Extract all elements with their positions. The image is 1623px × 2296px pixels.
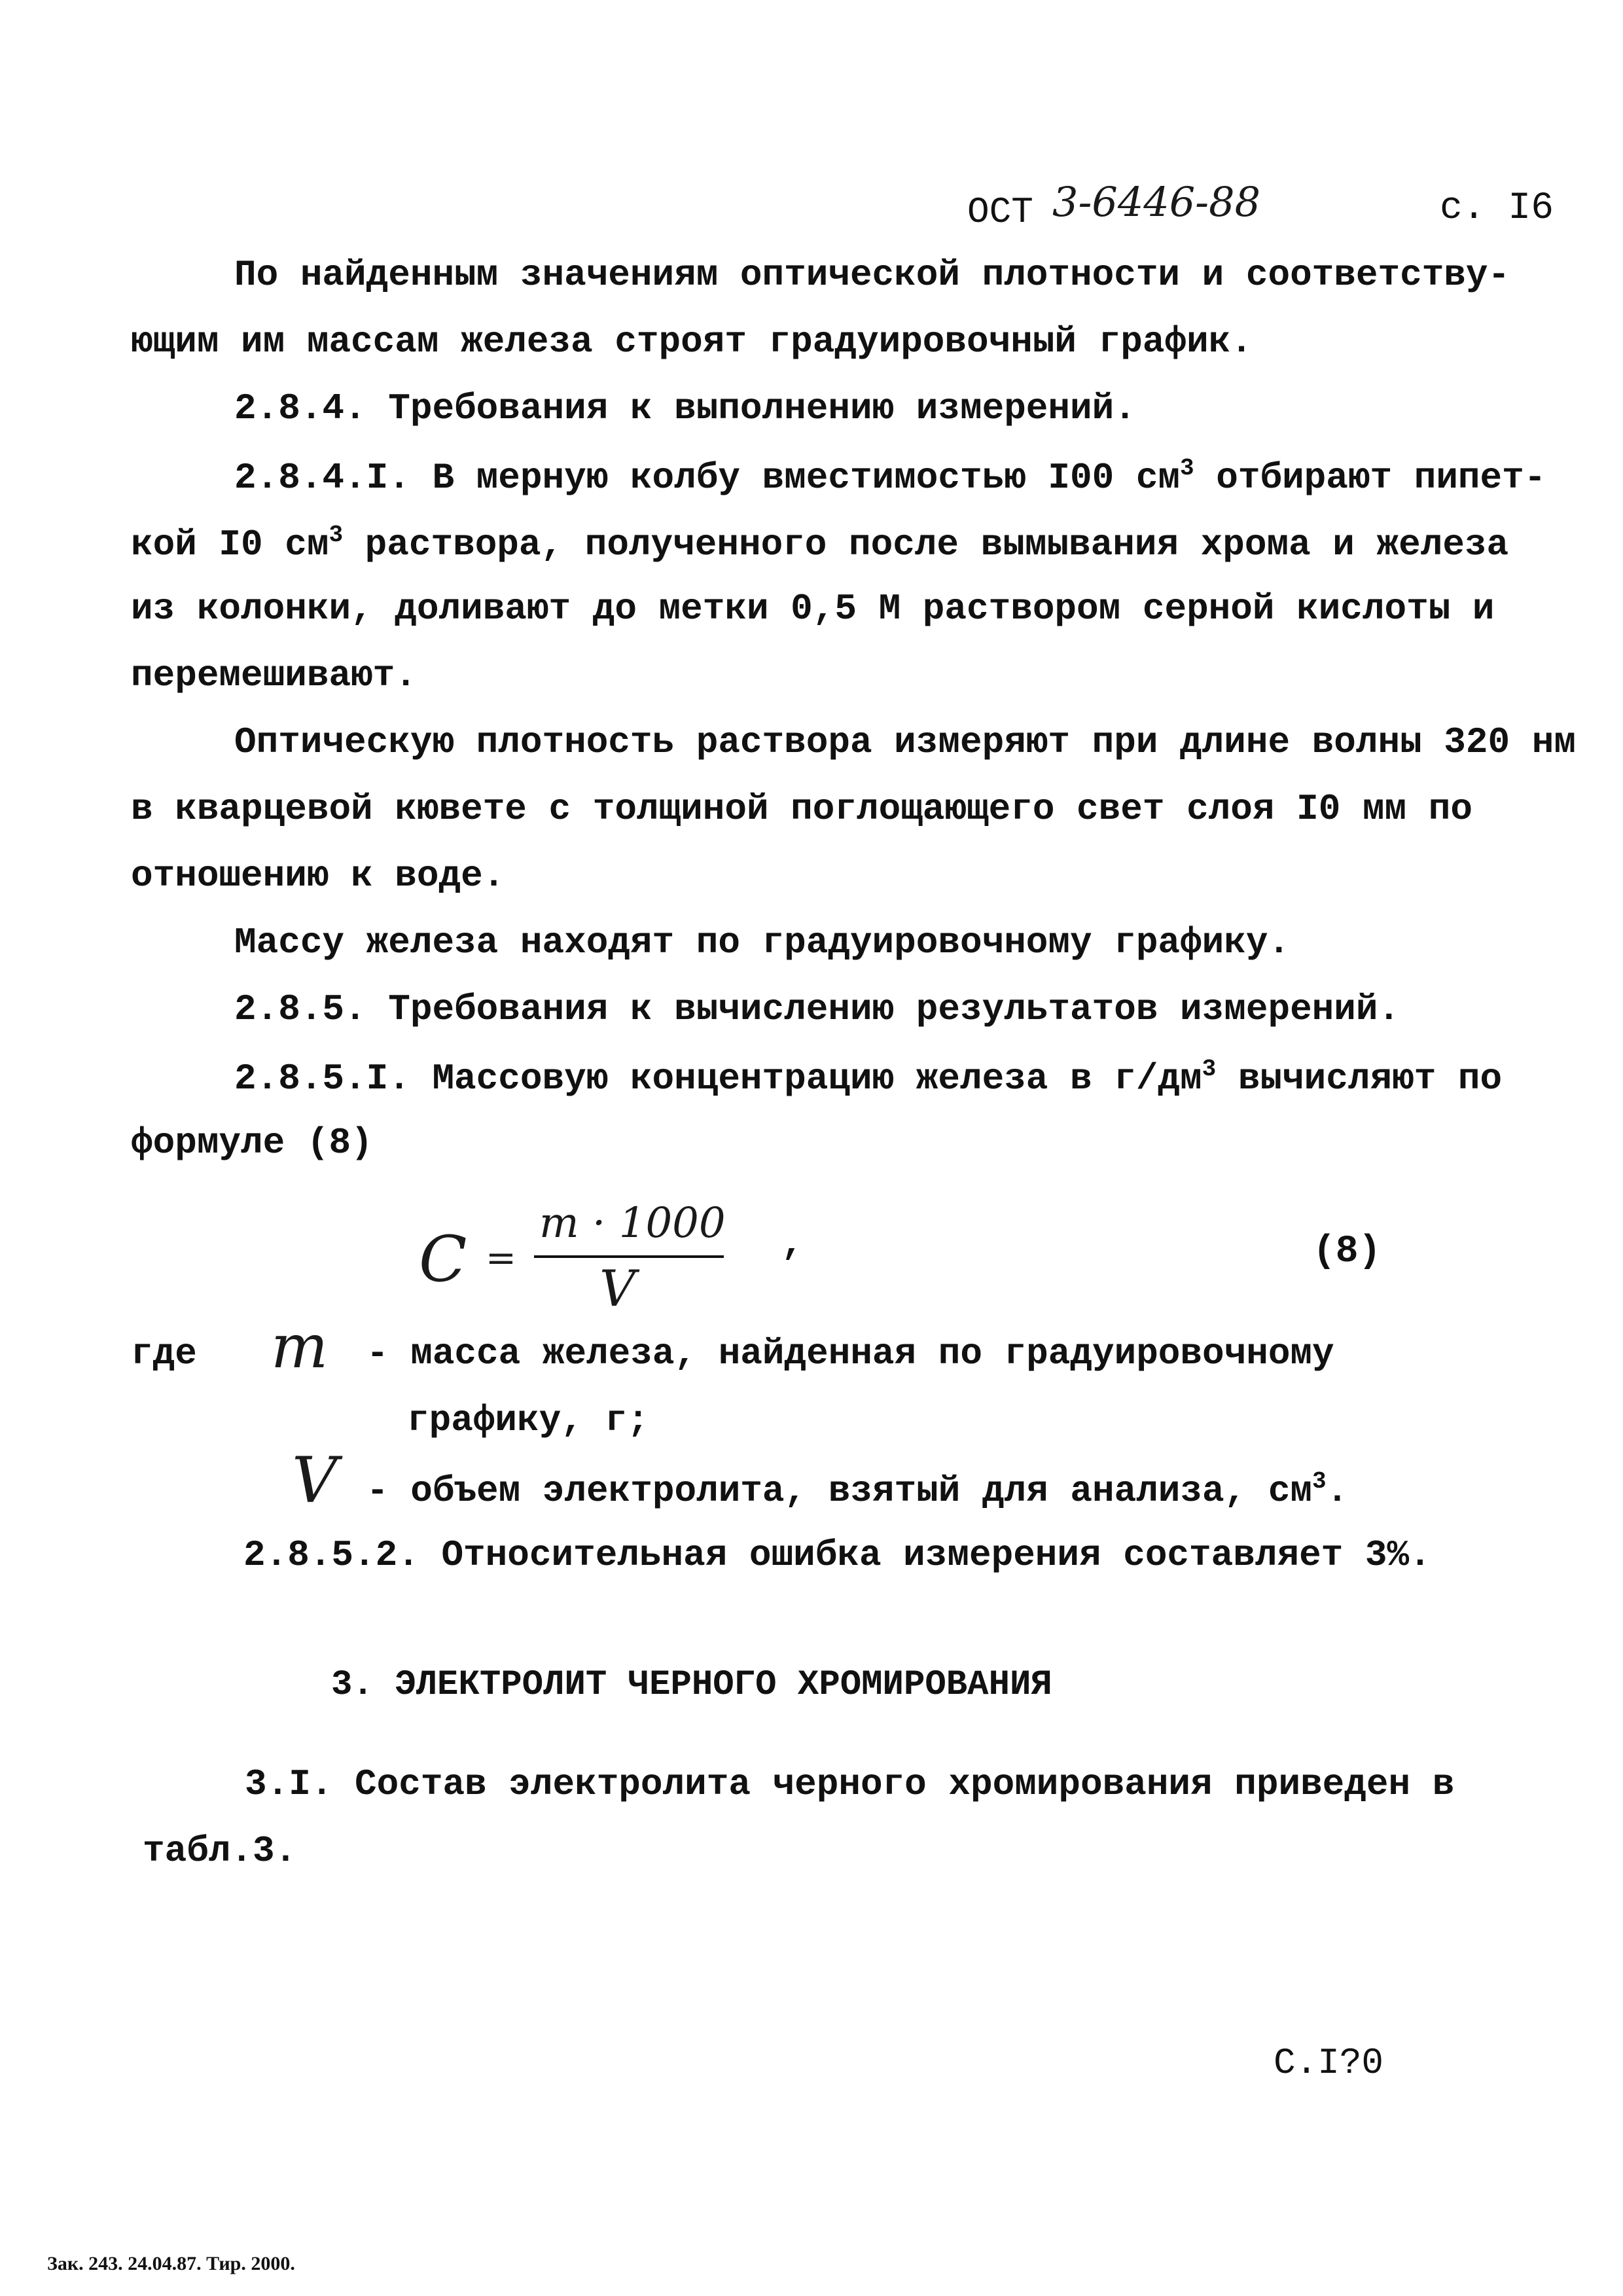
ost-prefix: ОСТ — [967, 191, 1033, 233]
paragraph-line: табл.3. — [143, 1830, 297, 1872]
formula-lhs: C — [419, 1223, 467, 1296]
section-heading-3: 3. ЭЛЕКТРОЛИТ ЧЕРНОГО ХРОМИРОВАНИЯ — [331, 1665, 1052, 1705]
page-stamp: С.I?0 — [1274, 2042, 1384, 2084]
where-label: где — [131, 1333, 197, 1374]
paragraph-line: 2.8.4.I. В мерную колбу вместимостью I00 $см^3$ отбирают пипет- — [234, 455, 1546, 499]
v-description: - объем электролита, взятый для анализа, $см^3$. — [366, 1468, 1349, 1512]
fraction-bar — [534, 1255, 724, 1258]
paragraph-line: По найденным значениям оптической плотности и соответству- — [234, 254, 1510, 296]
section-heading-2-8-5: 2.8.5. Требования к вычислению результатов измерений. — [234, 988, 1400, 1030]
paragraph-line: ющим им массам железа строят градуировочный график. — [131, 321, 1253, 363]
print-info: Зак. 243. 24.04.87. Тир. 2000. — [47, 2253, 295, 2274]
paragraph-line: Массу железа находят по градуировочному графику. — [234, 922, 1291, 963]
paragraph-line: 2.8.5.I. Массовую концентрацию железа в $г/дм^3$ вычисляют по — [234, 1056, 1503, 1100]
symbol-v: V — [292, 1444, 338, 1517]
ost-number-handwritten: 3-6446-88 — [1052, 178, 1261, 226]
paragraph-line: 3.I. Состав электролита черного хромирования приведен в — [245, 1763, 1455, 1805]
formula-comma: , — [781, 1223, 804, 1265]
paragraph-line: кой I0 $см^3$ раствора, полученного после вымывания хрома и железа — [131, 522, 1509, 565]
formula-equals: = — [486, 1237, 516, 1280]
section-heading-2-8-4: 2.8.4. Требования к выполнению измерений. — [234, 387, 1136, 429]
m-description: - масса железа, найденная по градуировочному — [366, 1333, 1334, 1374]
paragraph-line: в кварцевой кювете с толщиной поглощающего свет слоя I0 мм по — [131, 788, 1472, 830]
paragraph-line: отношению к воде. — [131, 855, 505, 897]
equation-number: (8) — [1313, 1230, 1382, 1273]
paragraph-line: Оптическую плотность раствора измеряют при длине волны 320 нм — [234, 721, 1576, 763]
formula-numerator: m · 1000 — [539, 1199, 726, 1247]
m-description-cont: графику, г; — [407, 1399, 649, 1441]
formula-denominator: V — [599, 1259, 635, 1318]
paragraph-line: формуле (8) — [131, 1122, 373, 1164]
paragraph-line: из колонки, доливают до метки 0,5 М раствором серной кислоты и — [131, 588, 1495, 630]
symbol-m: m — [271, 1312, 329, 1382]
paragraph-line: перемешивают. — [131, 655, 417, 696]
paragraph-line: 2.8.5.2. Относительная ошибка измерения составляет 3%. — [243, 1534, 1431, 1576]
page-number: с. I6 — [1440, 187, 1554, 230]
